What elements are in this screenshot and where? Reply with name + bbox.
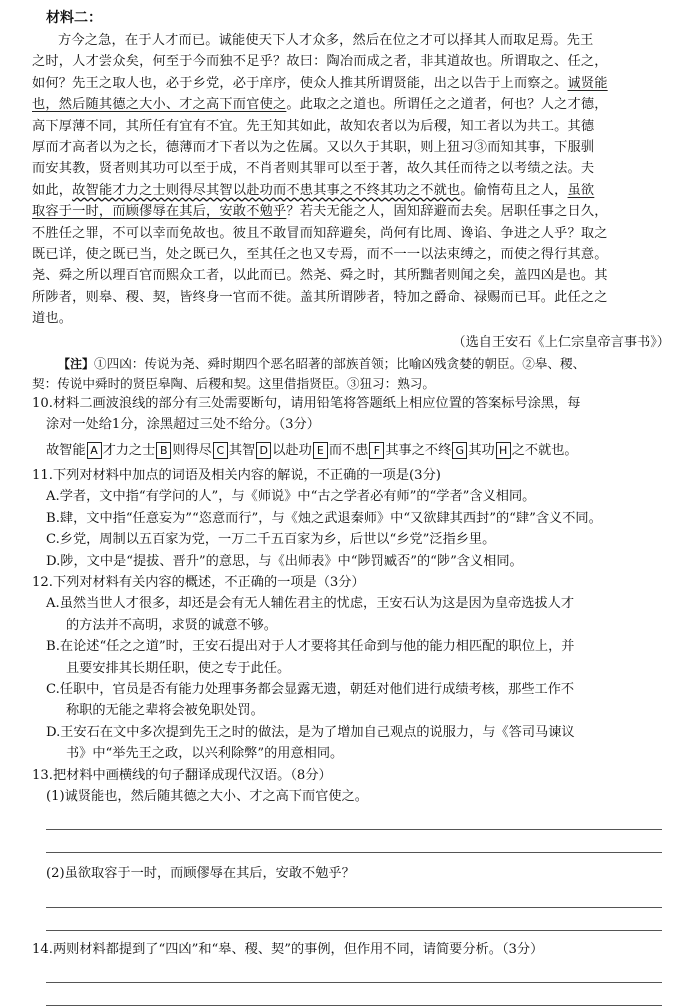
passage-text: 。偷惰苟且之人， [460, 182, 568, 198]
break-option-box[interactable]: H [496, 442, 511, 459]
passage-text: ？若夫无能之人，固知辞避而去矣。居职任事之日久， [286, 204, 608, 220]
answer-line[interactable] [46, 930, 662, 931]
q12-option-c-cont: 称职的无能之辈将会被免职处罚。 [66, 703, 264, 719]
underlined-text: 也，然后随其德之大小、才之高下而官使之 [32, 97, 287, 113]
passage-text: 道也。 [32, 311, 73, 327]
q12-option-a[interactable]: A.虽然当世人才很多，却还是会有无人辅佐君主的忧虑，王安石认为这是因为皇帝选拔人才 [46, 596, 575, 612]
passage-line [32, 244, 670, 265]
passage-text: 所陟者，则皋、稷、契，皆终身一官而不徙。盖其所谓陟者，特加之爵命、禄赐而已耳。此任之之 [32, 289, 608, 305]
q11-option-c[interactable]: C.乡党，周制以五百家为党，一万二千五百家为乡，后世以“乡党”泛指乡里。 [46, 532, 496, 548]
underlined-text: 虽欲 [567, 182, 595, 198]
q10-stem: 10.材料二画波浪线的部分有三处需要断句，请用铅笔将答题纸上相应位置的答案标号涂黑，每 [32, 395, 581, 411]
footnote [32, 354, 670, 393]
passage-line [32, 223, 670, 244]
break-option-box[interactable]: G [452, 442, 467, 459]
passage-line [32, 30, 670, 51]
note-label: 【注】 [58, 356, 95, 371]
passage-line [32, 94, 670, 115]
sentence-segment: 则得尽 [172, 442, 212, 458]
q13-sub-1: (1)诚贤能也，然后随其德之大小、才之高下而官使之。 [46, 789, 368, 804]
passage-line [32, 158, 670, 179]
question-11 [32, 465, 670, 572]
q12-option-a-cont: 的方法并不高明，求贤的诚意不够。 [66, 617, 277, 633]
q11-option-b[interactable]: B.肆，文中指“任意妄为”“恣意而行”，与《烛之武退秦师》中“又欲肆其西封”的“肆”含义不同。 [46, 510, 602, 526]
q12-option-b[interactable]: B.在论述“任之之道”时，王安石提出对于人才要将其任命到与他的能力相匹配的职位上，并 [46, 639, 575, 655]
passage-text: 而安其教，贤者则其功可以至于成，不肖者则其罪可以至于著，故久其任而待之以考绩之法。夫 [32, 161, 595, 177]
passage-line [32, 180, 670, 201]
wavy-underlined-text: 故智能才力之士则得尽其智以赴功而不患其事之不终其功之不就也 [72, 182, 461, 198]
q11-option-d[interactable]: D.陟，文中是“提拔、晋升”的意思，与《出师表》中“陟罚臧否”的“陟”含义相同。 [46, 553, 523, 569]
underlined-text: 诚贤能 [567, 75, 608, 91]
q12-stem: 12.下列对材料有关内容的概述，不正确的一项是（3分） [32, 574, 365, 590]
passage-text: 不胜任之罪，不可以幸而免故也。彼且不敢冒而知辞避矣，尚何有比周、谗谄、争进之人乎？取之 [32, 225, 608, 241]
passage-text: 。此取之之道也。所谓任之之道者，何也？人之才德， [286, 97, 608, 113]
break-option-box[interactable]: F [369, 442, 384, 459]
passage-text: 之时，人才尝众矣，何至于今而独不足乎？故曰：陶冶而成之者，非其道故也。所谓取之、任之， [32, 54, 608, 70]
source-citation: （选自王安石《上仁宗皇帝言事书》） [452, 334, 670, 350]
q12-option-b-cont: 且要安排其长期任职，使之专于此任。 [66, 660, 291, 676]
question-10 [32, 393, 670, 461]
break-option-box[interactable]: C [213, 442, 228, 459]
question-13 [32, 765, 670, 931]
sentence-segment: 之不就也。 [511, 442, 578, 458]
passage-text: 尧、舜之所以理百官而熙众工者，以此而已。然尧、舜之时，其所黜者则闻之矣，盖四凶是也。其 [32, 268, 608, 284]
passage-line [32, 137, 670, 158]
sentence-segment: 而不患 [328, 442, 369, 458]
passage-line [32, 265, 670, 286]
sentence-segment: 以赴功 [272, 442, 312, 458]
break-option-box[interactable]: D [256, 442, 271, 459]
footnote-line: 契：传说中舜时的贤臣皋陶、后稷和契。这里借指贤臣。③狃习：熟习。 [32, 375, 435, 391]
passage [32, 30, 670, 330]
passage-line [32, 201, 670, 222]
break-option-box[interactable]: E [313, 442, 328, 459]
sentence-segment: 才力之士 [102, 442, 156, 458]
note-text: ①四凶：传说为尧、舜时期四个恶名昭著的部族首领；比喻凶残贪婪的朝臣。②皋、稷、 [94, 355, 586, 371]
passage-text: 厚而才高者以为之长，德薄而才下者以为之佐属。又以久于其职，则上狃习③而知其事，下服驯 [32, 140, 595, 156]
passage-line [32, 308, 670, 329]
break-option-box[interactable]: A [87, 442, 102, 459]
q13-sub-2: (2)虽欲取容于一时，而顾僇辱在其后，安敢不勉乎？ [46, 866, 355, 882]
passage-text: 既已详，使之既已当，处之既已久，至其任之也又专焉，而不一一以法束缚之，而使之得行其意。 [32, 247, 608, 263]
passage-line [32, 73, 670, 94]
sentence-segment: 其事之不终 [385, 442, 452, 458]
question-14 [32, 939, 670, 1006]
underlined-text: 取容于一时，而顾僇辱在其后，安敢不勉乎 [32, 204, 287, 220]
passage-text: 如何？先王之取人也，必于乡党，必于庠序，使众人推其所谓贤能，出之以告于上而察之。 [32, 75, 568, 91]
passage-line [32, 116, 670, 137]
passage-text: 方今之急，在于人才而已。诚能使天下人才众多，然后在位之才可以择其人而取足焉。先王 [58, 33, 594, 48]
passage-line [32, 51, 670, 72]
q11-option-a[interactable]: A.学者，文中指“有学问的人”，与《师说》中“古之学者必有师”的“学者”含义相同。 [46, 489, 536, 505]
break-option-box[interactable]: B [156, 442, 171, 459]
passage-text: 高下厚薄不同，其所任有宜有不宜。先王知其如此，故知农者以为后稷，知工者以为共工。其德 [32, 118, 595, 134]
question-12 [32, 572, 670, 765]
q14-stem: 14.两则材料都提到了“四凶”和“皋、稷、契”的事例，但作用不同，请简要分析。（3分） [32, 941, 544, 957]
material-heading: 材料二： [46, 10, 102, 26]
sentence-segment: 其智 [228, 442, 256, 458]
passage-line [32, 287, 670, 308]
q12-option-d[interactable]: D.王安石在文中多次提到先王之时的做法，是为了增加自己观点的说服力，与《答司马谏议 [46, 724, 575, 740]
q13-stem: 13.把材料中画横线的句子翻译成现代汉语。（8分） [32, 767, 332, 783]
passage-text: 如此， [32, 182, 73, 198]
q11-stem: 11.下列对材料中加点的词语及相关内容的解说，不正确的一项是(3分) [32, 467, 441, 483]
sentence-segment: 故智能 [46, 442, 86, 458]
footnote-line [32, 354, 670, 374]
q12-option-c[interactable]: C.任职中，官员是否有能力处理事务都会显露无遗，朝廷对他们进行成绩考核，那些工作不 [46, 681, 575, 697]
q12-option-d-cont: 书》中“举先王之政，以兴利除弊”的用意相同。 [66, 746, 344, 762]
punctuation-sentence [32, 440, 670, 461]
q10-stem-cont: 涂对一处给1分，涂黑超过三处不给分。（3分） [46, 417, 320, 433]
sentence-segment: 其功 [468, 442, 495, 458]
